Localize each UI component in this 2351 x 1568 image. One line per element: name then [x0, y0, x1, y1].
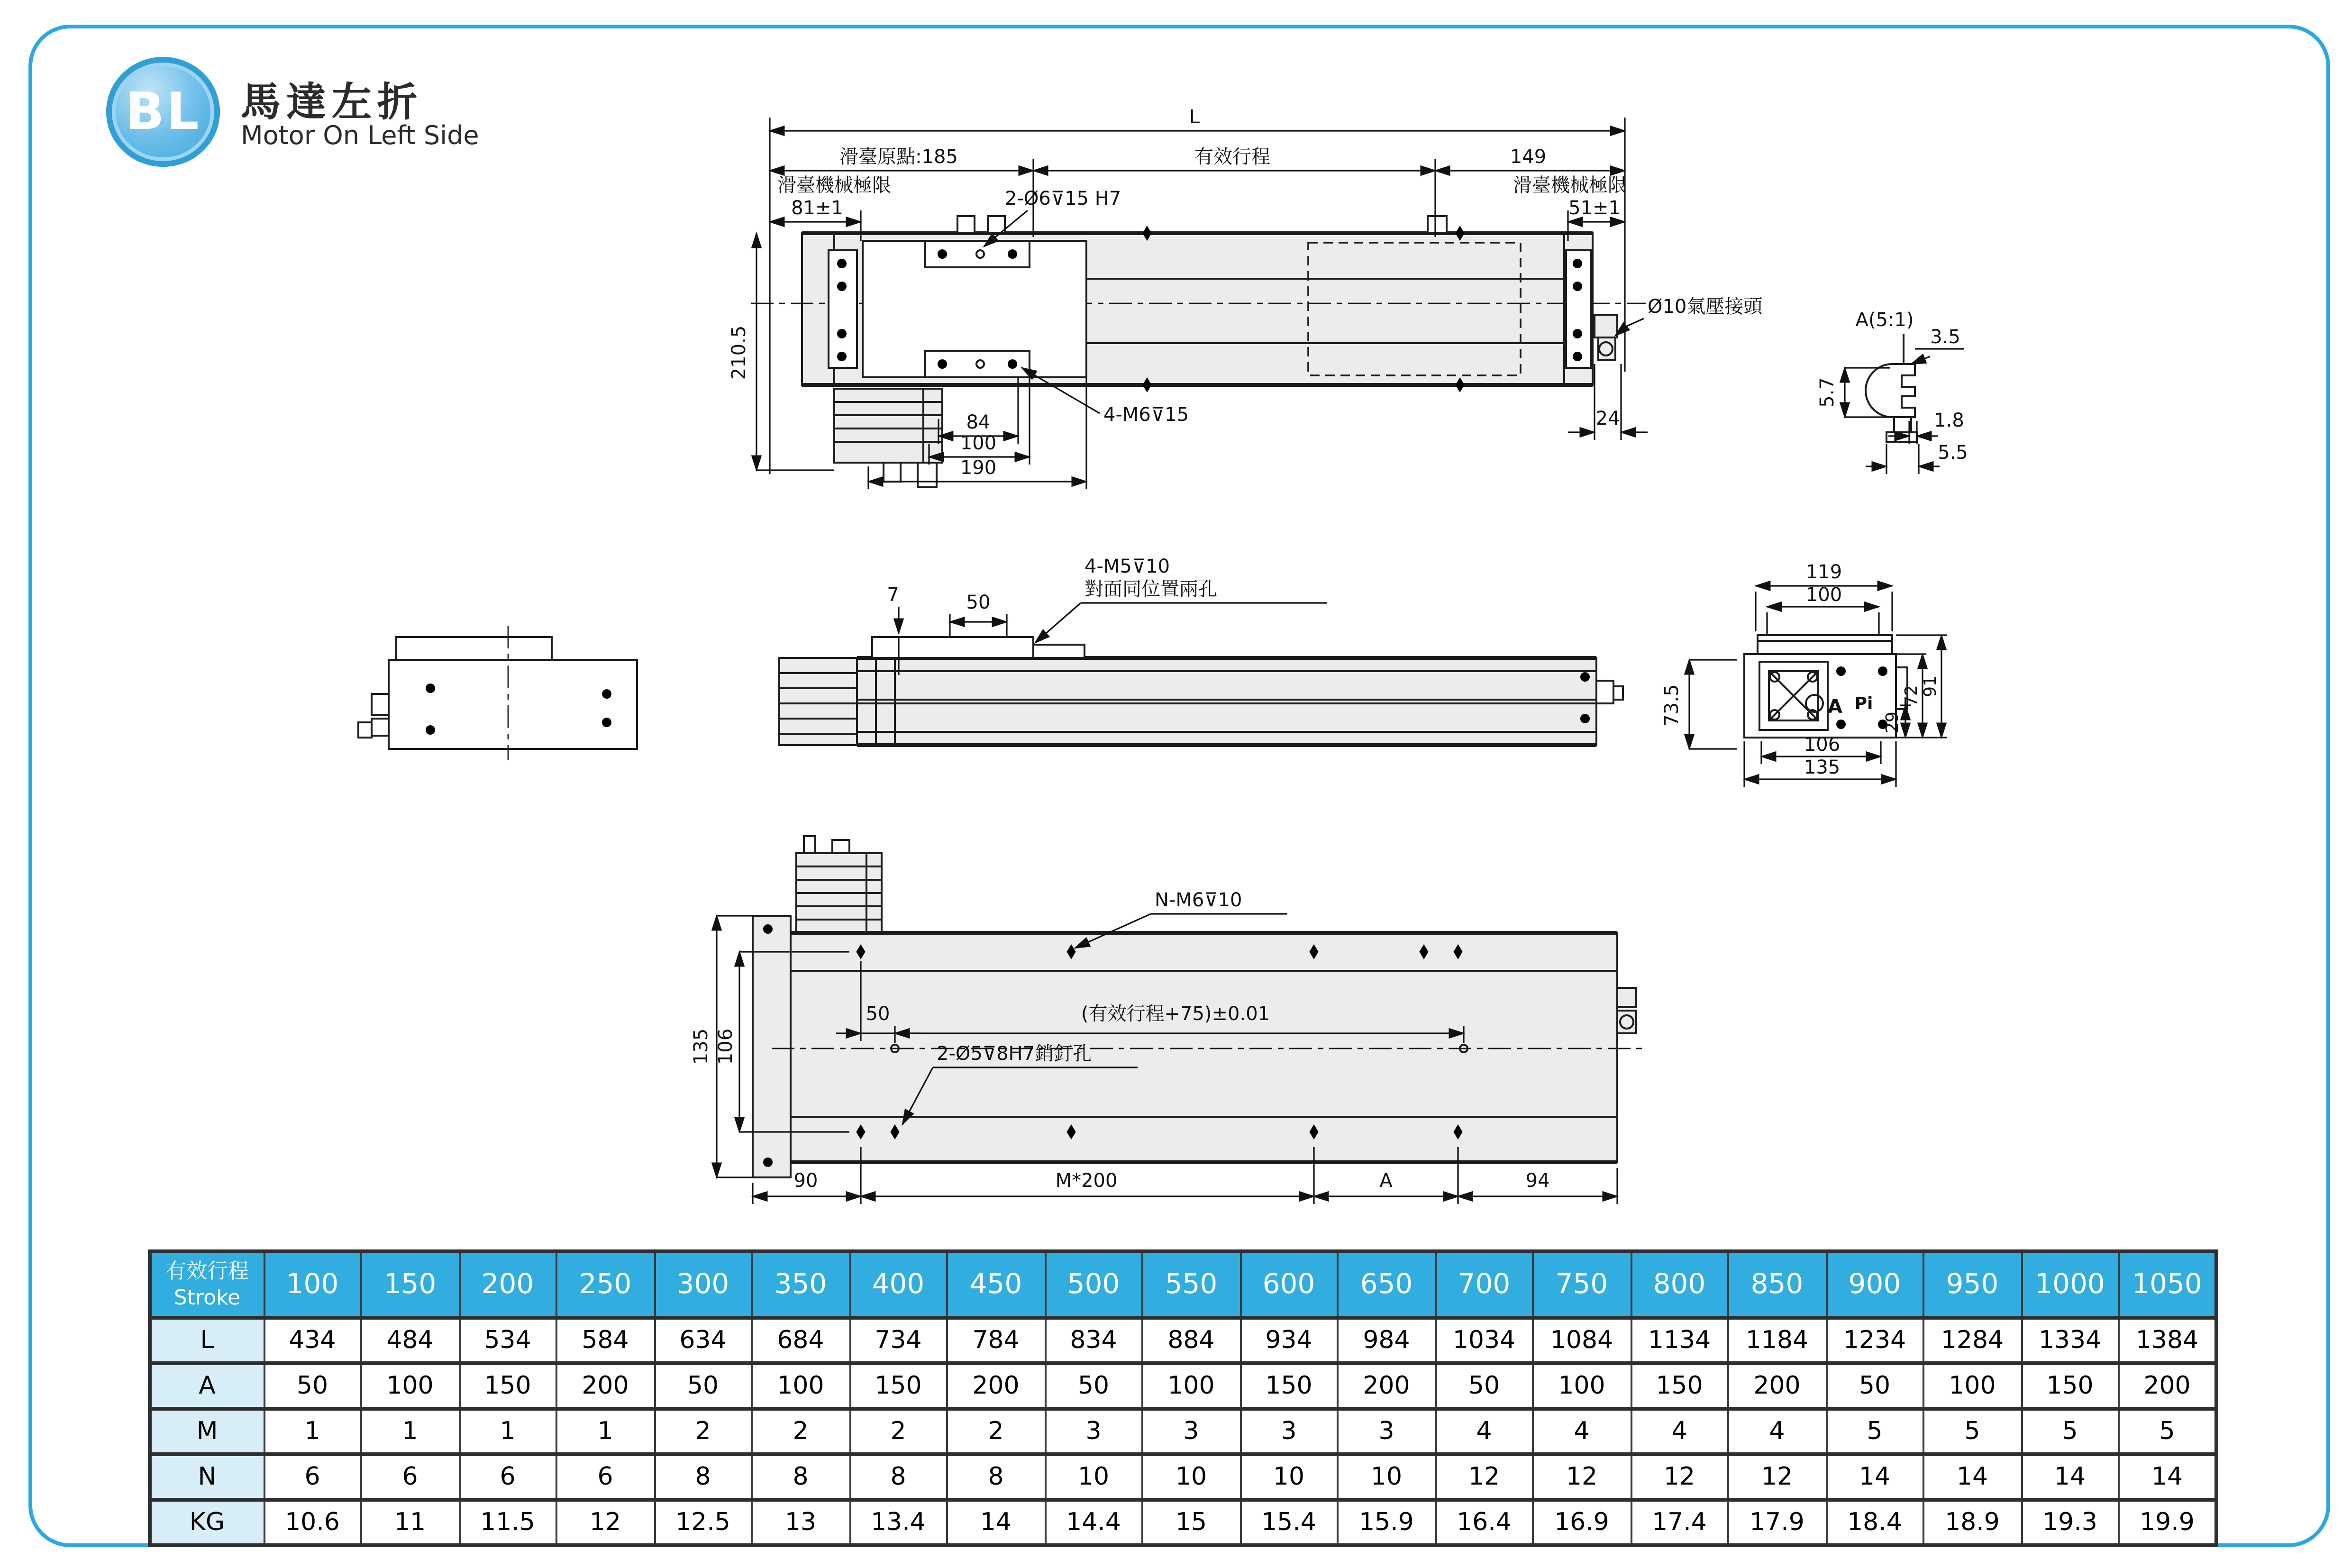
dim-5-5: 5.5: [1938, 442, 1968, 464]
limit-left-1: 滑臺機械極限: [777, 174, 891, 196]
table-cell: 484: [361, 1318, 459, 1363]
table-cell: 6: [459, 1454, 556, 1500]
dim-190: 190: [960, 457, 997, 479]
table-cell: 14: [2021, 1454, 2119, 1500]
table-cell: 15.9: [1338, 1500, 1435, 1545]
stroke-col-header: 700: [1435, 1251, 1533, 1318]
detail-a-title: A(5:1): [1855, 309, 1914, 331]
dim-origin-185: 滑臺原點:185: [839, 146, 958, 168]
dim-5-7: 5.7: [1816, 377, 1838, 408]
dim-50-pin: 50: [866, 1003, 890, 1025]
table-cell: 534: [459, 1318, 556, 1363]
table-cell: 150: [1240, 1363, 1338, 1409]
table-cell: 100: [361, 1363, 459, 1409]
dim-84: 84: [966, 411, 991, 433]
table-cell: 50: [1435, 1363, 1533, 1409]
table-cell: 10: [1142, 1454, 1240, 1500]
dim-100-end: 100: [1805, 584, 1842, 606]
row-label-KG: KG: [150, 1500, 264, 1545]
table-cell: 10: [1045, 1454, 1142, 1500]
stroke-col-header: 250: [556, 1251, 654, 1318]
dim-3-5: 3.5: [1930, 326, 1960, 348]
dim-A: A: [1379, 1170, 1393, 1192]
dim-50-m5: 50: [966, 592, 991, 613]
middle-views: [358, 556, 1947, 787]
table-cell: 14: [2119, 1454, 2216, 1500]
table-cell: 1134: [1631, 1318, 1728, 1363]
table-cell: 18.4: [1826, 1500, 1923, 1545]
row-label-L: L: [150, 1318, 264, 1363]
table-cell: 19.9: [2119, 1500, 2216, 1545]
table-cell: 10.6: [264, 1500, 361, 1545]
table-cell: 17.9: [1728, 1500, 1826, 1545]
table-cell: 12: [1728, 1454, 1826, 1500]
table-cell: 8: [752, 1454, 849, 1500]
dim-1-8: 1.8: [1934, 410, 1964, 431]
stroke-table: [148, 1249, 2218, 1547]
table-cell: 8: [849, 1454, 947, 1500]
table-cell: 2: [752, 1409, 849, 1454]
table-cell: 884: [1142, 1318, 1240, 1363]
dim-24: 24: [1595, 408, 1620, 429]
table-cell: 14.4: [1045, 1500, 1142, 1545]
label-2xO6: 2-Ø6⊽15 H7: [1005, 188, 1121, 210]
table-cell: 2: [947, 1409, 1045, 1454]
dim-91: 91: [1921, 675, 1940, 697]
table-cell: 4: [1435, 1409, 1533, 1454]
stroke-header-label: 有效行程 Stroke: [150, 1251, 264, 1318]
limit-left-2: 81±1: [791, 197, 843, 219]
table-cell: 50: [654, 1363, 752, 1409]
table-cell: 1284: [1923, 1318, 2021, 1363]
table-cell: 1: [264, 1409, 361, 1454]
table-cell: 200: [947, 1363, 1045, 1409]
dim-94: 94: [1525, 1170, 1550, 1192]
table-cell: 1084: [1533, 1318, 1631, 1363]
table-cell: 11.5: [459, 1500, 556, 1545]
table-cell: 3: [1240, 1409, 1338, 1454]
table-cell: 6: [264, 1454, 361, 1500]
stroke-col-header: 450: [947, 1251, 1045, 1318]
table-cell: 3: [1338, 1409, 1435, 1454]
stroke-col-header: 900: [1826, 1251, 1923, 1318]
dim-119: 119: [1805, 561, 1842, 583]
table-cell: 584: [556, 1318, 654, 1363]
stroke-col-header: 100: [264, 1251, 361, 1318]
label-NxM6: N-M6⊽10: [1155, 889, 1242, 911]
table-cell: 5: [1923, 1409, 2021, 1454]
limit-right-1: 滑臺機械極限: [1513, 174, 1627, 196]
stroke-col-header: 200: [459, 1251, 556, 1318]
table-cell: 50: [1826, 1363, 1923, 1409]
table-cell: 5: [1826, 1409, 1923, 1454]
table-cell: 1334: [2021, 1318, 2119, 1363]
dim-135-end: 135: [1804, 757, 1841, 778]
page-title-zh: 馬達左折: [241, 80, 423, 125]
table-cell: 14: [1826, 1454, 1923, 1500]
table-cell: 12.5: [654, 1500, 752, 1545]
table-cell: 4: [1631, 1409, 1728, 1454]
table-cell: 934: [1240, 1318, 1338, 1363]
table-cell: 19.3: [2021, 1500, 2119, 1545]
table-cell: 10: [1338, 1454, 1435, 1500]
table-cell: 11: [361, 1500, 459, 1545]
table-cell: 100: [752, 1363, 849, 1409]
dim-135-bottom: 135: [690, 1028, 712, 1065]
stroke-col-header: 550: [1142, 1251, 1240, 1318]
table-cell: 12: [1533, 1454, 1631, 1500]
table-cell: 1184: [1728, 1318, 1826, 1363]
table-cell: 150: [2021, 1363, 2119, 1409]
table-cell: 6: [361, 1454, 459, 1500]
table-cell: 13: [752, 1500, 849, 1545]
table-cell: 1: [361, 1409, 459, 1454]
stroke-col-header: 950: [1923, 1251, 2021, 1318]
stroke-col-header: 150: [361, 1251, 459, 1318]
stroke-col-header: 850: [1728, 1251, 1826, 1318]
table-cell: 200: [1338, 1363, 1435, 1409]
table-cell: 4: [1728, 1409, 1826, 1454]
table-cell: 15: [1142, 1500, 1240, 1545]
dim-210-5: 210.5: [728, 325, 750, 380]
dim-73-5: 73.5: [1661, 684, 1683, 727]
table-cell: 4: [1533, 1409, 1631, 1454]
table-cell: 17.4: [1631, 1500, 1728, 1545]
stroke-col-header: 500: [1045, 1251, 1142, 1318]
stroke-col-header: 750: [1533, 1251, 1631, 1318]
table-cell: 8: [654, 1454, 752, 1500]
table-cell: 12: [1631, 1454, 1728, 1500]
page-title-en: Motor On Left Side: [241, 121, 479, 152]
bl-badge-text: BL: [125, 82, 201, 141]
dim-100: 100: [960, 432, 997, 454]
table-cell: 16.9: [1533, 1500, 1631, 1545]
table-cell: 50: [1045, 1363, 1142, 1409]
table-cell: 14: [1923, 1454, 2021, 1500]
table-cell: 1234: [1826, 1318, 1923, 1363]
table-cell: 1: [556, 1409, 654, 1454]
table-cell: 15.4: [1240, 1500, 1338, 1545]
table-cell: 150: [459, 1363, 556, 1409]
dim-7: 7: [887, 584, 899, 606]
table-cell: 1: [459, 1409, 556, 1454]
table-cell: 12: [556, 1500, 654, 1545]
table-cell: 18.9: [1923, 1500, 2021, 1545]
label-2xO5-pin: 2-Ø5⊽8H7銷釘孔: [937, 1043, 1092, 1065]
dim-effective-stroke: 有效行程: [1194, 146, 1270, 168]
table-cell: 1034: [1435, 1318, 1533, 1363]
table-cell: 200: [556, 1363, 654, 1409]
stroke-col-header: 1050: [2119, 1251, 2216, 1318]
dim-M200: M*200: [1055, 1170, 1118, 1192]
table-cell: 150: [1631, 1363, 1728, 1409]
table-cell: 100: [1142, 1363, 1240, 1409]
table-cell: 684: [752, 1318, 849, 1363]
table-cell: 2: [654, 1409, 752, 1454]
table-cell: 3: [1045, 1409, 1142, 1454]
table-cell: 834: [1045, 1318, 1142, 1363]
dim-L: L: [1189, 106, 1200, 128]
dim-106-bottom: 106: [715, 1028, 737, 1065]
table-cell: 5: [2119, 1409, 2216, 1454]
dim-90: 90: [793, 1170, 818, 1192]
brand-logo: Pi: [1854, 694, 1873, 713]
table-cell: 200: [2119, 1363, 2216, 1409]
dim-106-end: 106: [1804, 734, 1841, 756]
dim-29: 29: [1883, 711, 1902, 733]
limit-right-2: 51±1: [1568, 197, 1621, 219]
label-4xM5-2: 對面同位置兩孔: [1084, 578, 1217, 600]
table-cell: 984: [1338, 1318, 1435, 1363]
row-label-M: M: [150, 1409, 264, 1454]
table-cell: 16.4: [1435, 1500, 1533, 1545]
dim-149: 149: [1510, 146, 1547, 168]
stroke-col-header: 300: [654, 1251, 752, 1318]
top-view: [728, 106, 1968, 489]
label-air-port: Ø10氣壓接頭: [1648, 296, 1763, 318]
table-cell: 8: [947, 1454, 1045, 1500]
label-4xM5-1: 4-M5⊽10: [1084, 556, 1170, 577]
table-cell: 734: [849, 1318, 947, 1363]
table-cell: 50: [264, 1363, 361, 1409]
table-cell: 3: [1142, 1409, 1240, 1454]
table-cell: 12: [1435, 1454, 1533, 1500]
table-cell: 6: [556, 1454, 654, 1500]
table-cell: 5: [2021, 1409, 2119, 1454]
label-stroke-plus-75: (有效行程+75)±0.01: [1081, 1003, 1270, 1025]
table-cell: 634: [654, 1318, 752, 1363]
table-cell: 14: [947, 1500, 1045, 1545]
table-cell: 100: [1533, 1363, 1631, 1409]
table-cell: 200: [1728, 1363, 1826, 1409]
dim-72: 72: [1902, 685, 1921, 707]
stroke-col-header: 1000: [2021, 1251, 2119, 1318]
stroke-col-header: 350: [752, 1251, 849, 1318]
row-label-N: N: [150, 1454, 264, 1500]
stroke-col-header: 800: [1631, 1251, 1728, 1318]
table-cell: 150: [849, 1363, 947, 1409]
stroke-col-header: 650: [1338, 1251, 1435, 1318]
table-cell: 100: [1923, 1363, 2021, 1409]
bottom-view: [690, 836, 1646, 1204]
stroke-col-header: 600: [1240, 1251, 1338, 1318]
section-a-label: A: [1828, 696, 1842, 718]
table-cell: 2: [849, 1409, 947, 1454]
row-label-A: A: [150, 1363, 264, 1409]
table-cell: 10: [1240, 1454, 1338, 1500]
table-cell: 1384: [2119, 1318, 2216, 1363]
table-cell: 13.4: [849, 1500, 947, 1545]
label-4xM6: 4-M6⊽15: [1103, 404, 1189, 426]
stroke-col-header: 400: [849, 1251, 947, 1318]
table-cell: 434: [264, 1318, 361, 1363]
table-cell: 784: [947, 1318, 1045, 1363]
